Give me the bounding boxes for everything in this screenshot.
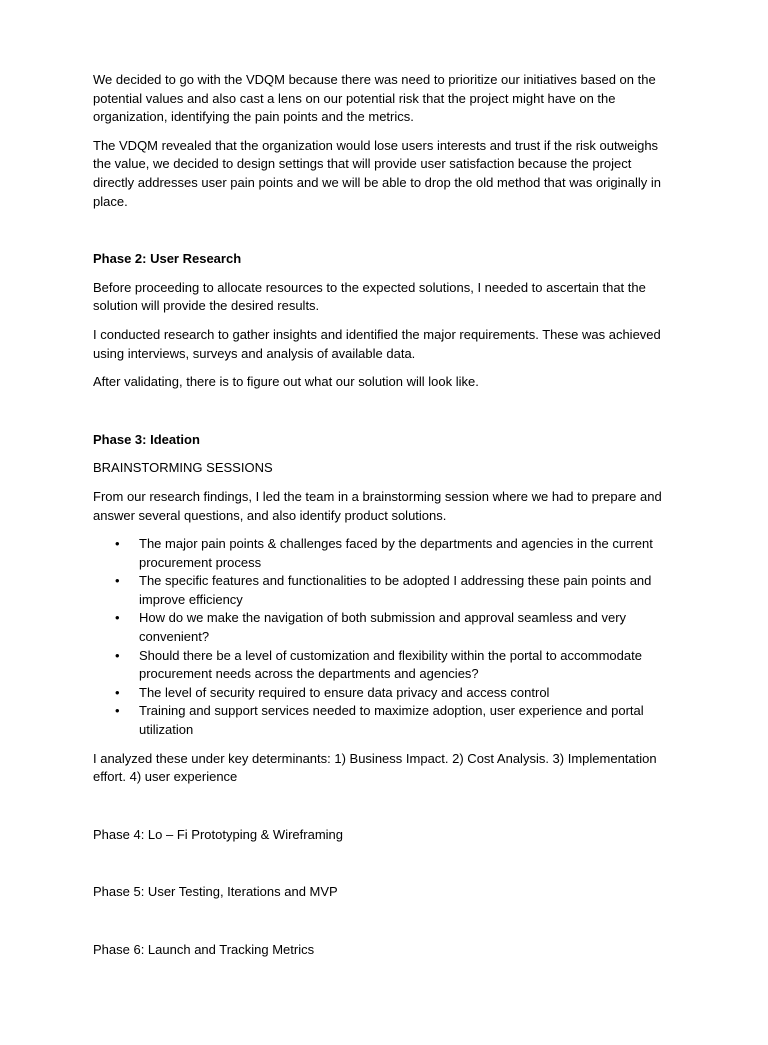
bullet-icon: • — [115, 536, 120, 552]
bullet-icon: • — [115, 647, 120, 663]
list-item-text: The specific features and functionalities to be adopted I addressing these pain points and improve efficiency — [139, 573, 652, 607]
bullet-icon: • — [115, 610, 120, 626]
section-gap — [93, 844, 675, 883]
phase-2-paragraph-3: After validating, there is to figure out what our solution will look like. — [93, 374, 479, 390]
section-gap — [93, 797, 675, 826]
list-item-text: Training and support services needed to maximize adoption, user experience and portal utilization — [139, 703, 644, 738]
list-item — [93, 684, 675, 703]
phase-4-heading: Phase 4: Lo – Fi Prototyping & Wireframing — [93, 826, 344, 842]
phase-5-heading: Phase 5: User Testing, Iterations and MVP — [93, 884, 338, 900]
list-item-text: How do we make the navigation of both submission and approval seamless and very convenient? — [139, 610, 627, 645]
section-gap — [93, 221, 675, 250]
brainstorm-question-list — [93, 535, 675, 740]
bullet-icon: • — [115, 573, 120, 589]
bullet-icon: • — [115, 703, 120, 719]
intro-paragraph-1: We decided to go with the VDQM because there was need to prioritize our initiatives based on the potential values and also cast a lens on our potential risk that the project might have on the organization, identifying the pain points and the metrics. — [93, 72, 656, 125]
phase-2-heading: Phase 2: User Research — [93, 251, 242, 267]
intro-paragraph-2: The VDQM revealed that the organization would lose users interests and trust if the risk outweighs the value, we decided to design settings that will provide user satisfaction because the project directly addresses user pain points and we will be able to drop the old method that was originally in place. — [93, 137, 661, 209]
phase-2-paragraph-1: Before proceeding to allocate resources to the expected solutions, I needed to ascertain that the solution will provide the desired results. — [93, 279, 646, 314]
list-item-text: Should there be a level of customization and flexibility within the portal to accommodate procurement needs across the departments and agencies? — [139, 647, 642, 682]
list-item — [93, 609, 675, 646]
list-item — [93, 572, 675, 609]
phase-3-conclusion: I analyzed these under key determinants: 1) Business Impact. 2) Cost Analysis. 3) Implementation effort. 4) user experience — [93, 750, 657, 785]
list-item — [93, 647, 675, 684]
list-item — [93, 535, 675, 572]
document-body — [93, 71, 675, 960]
list-item-text: The level of security required to ensure data privacy and access control — [139, 684, 550, 700]
section-gap — [93, 402, 675, 431]
bullet-icon: • — [115, 684, 120, 700]
phase-3-intro: From our research findings, I led the team in a brainstorming session where we had to prepare and answer several questions, and also identify product solutions. — [93, 488, 662, 523]
list-item — [93, 702, 675, 739]
phase-2-paragraph-2: I conducted research to gather insights and identified the major requirements. These was achieved using interviews, surveys and analysis of available data. — [93, 326, 661, 361]
section-gap — [93, 902, 675, 941]
phase-3-heading: Phase 3: Ideation — [93, 431, 200, 447]
phase-3-subtitle: BRAINSTORMING SESSIONS — [93, 460, 273, 476]
phase-6-heading: Phase 6: Launch and Tracking Metrics — [93, 942, 315, 957]
list-item-text: The major pain points & challenges faced by the departments and agencies in the current procurement process — [139, 536, 653, 570]
